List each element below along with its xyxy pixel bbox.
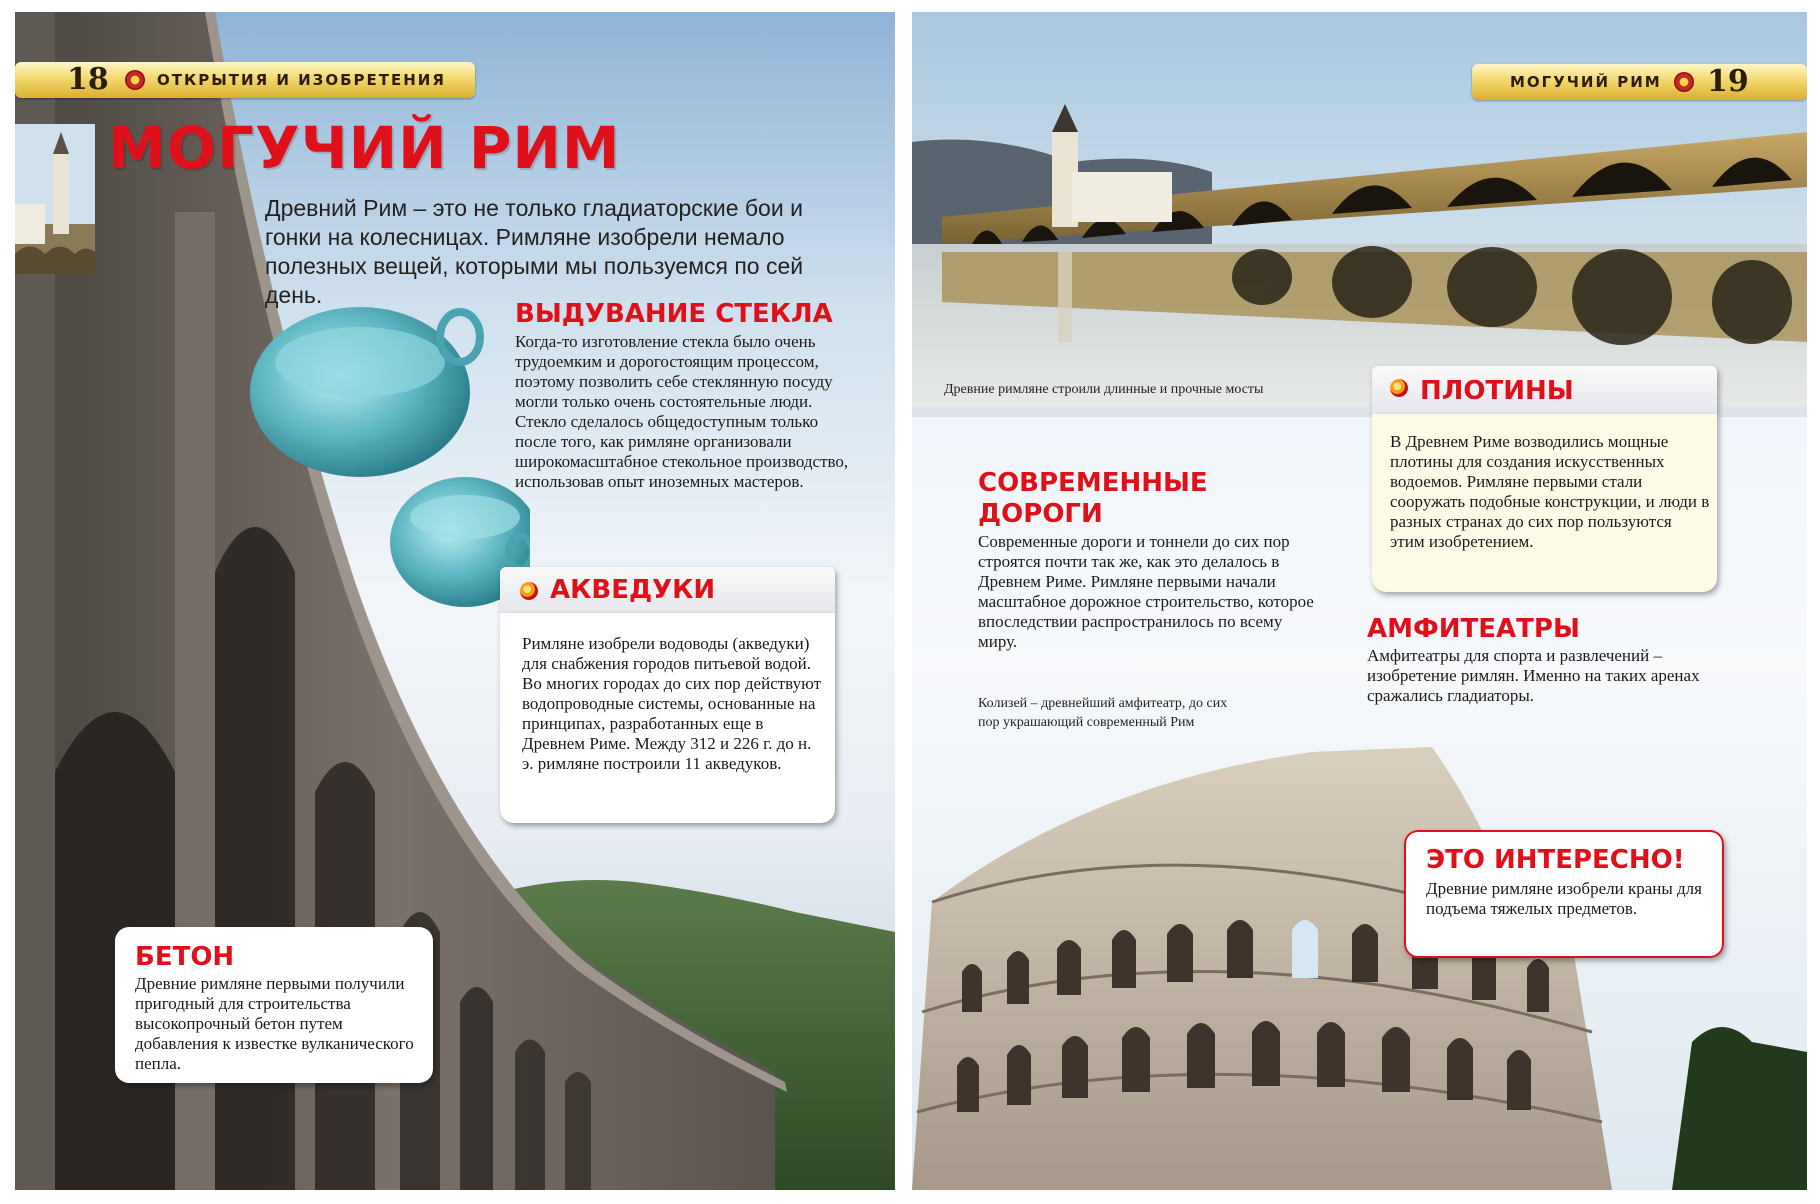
- amphitheaters-text: Амфитеатры для спорта и развлечений – изобретение римлян. Именно на таких аренах сражались гладиаторы.: [1367, 646, 1700, 705]
- colosseum-caption: Колизей – древнейший амфитеатр, до сих пор украшающий современный Рим: [978, 696, 1228, 730]
- dams-title: ПЛОТИНЫ: [1420, 376, 1574, 406]
- section-label: МОГУЧИЙ РИМ: [1510, 73, 1662, 91]
- compass-icon: [1674, 72, 1694, 92]
- glass-title: ВЫДУВАНИЕ СТЕКЛА: [515, 299, 833, 329]
- concrete-title: БЕТОН: [135, 942, 235, 972]
- roads-title-line1: СОВРЕМЕННЫЕ: [978, 468, 1208, 498]
- section-label: ОТКРЫТИЯ И ИЗОБРЕТЕНИЯ: [157, 71, 446, 89]
- glass-vessels-image: [240, 292, 530, 622]
- roads-title-line2: ДОРОГИ: [978, 499, 1103, 529]
- glass-text: Когда-то изготовление стекла было очень трудоемким и дорогостоящим процессом, поэтому позволить себе стеклянную посуду могли только очень состоятельные люди. Стекло сделалось общедоступным только после того, как римляне организовали широкомасштабное стекольное производство, использовав опыт иноземных мастеров.: [515, 332, 849, 491]
- aqueducts-text: Римляне изобрели водоводы (акведуки) для снабжения городов питьевой водой. Во многих городах до сих пор действуют водопроводные системы, основанные на принципах, разработанных еще в Древнем Риме. Между 312 и 226 г. до н. э. римляне построили 11 акведуков.: [522, 634, 822, 773]
- dams-text: В Древнем Риме возводились мощные плотины для создания искусственных водоемов. Римляне первыми стали сооружать подобные конструкции, и люди в разных странах до сих пор пользуются этим изобретением.: [1390, 432, 1710, 551]
- concrete-text: Древние римляне первыми получили пригодный для строительства высокопрочный бетон путем добавления к известке вулканического пепла.: [135, 974, 414, 1073]
- page-title: МОГУЧИЙ РИМ: [108, 114, 621, 182]
- bullet-icon: [520, 582, 538, 600]
- page-number: 19: [1707, 64, 1749, 99]
- page-number: 18: [67, 62, 109, 97]
- intro-text: Древний Рим – это не только гладиаторские бои и гонки на колесницах. Римляне изобрели немало полезных вещей, которыми мы пользуемся по сей день.: [265, 195, 804, 308]
- bridge-caption: Древние римляне строили длинные и прочные мосты: [944, 382, 1264, 397]
- bullet-icon: [1390, 379, 1408, 397]
- amphitheaters-title: АМФИТЕАТРЫ: [1367, 614, 1580, 644]
- interesting-title: ЭТО ИНТЕРЕСНО!: [1426, 845, 1685, 875]
- left-page: [15, 12, 895, 1190]
- roads-text: Современные дороги и тоннели до сих пор строятся почти так же, как это делалось в Древнем Риме. Римляне первыми начали масштабное дорожное строительство, которое впоследствии распространилось по всему миру.: [978, 532, 1314, 651]
- right-page: [912, 12, 1807, 1190]
- church-thumbnail: [15, 124, 95, 274]
- aqueducts-title: АКВЕДУКИ: [550, 575, 716, 605]
- compass-icon: [125, 70, 145, 90]
- interesting-text: Древние римляне изобрели краны для подъема тяжелых предметов.: [1426, 879, 1702, 918]
